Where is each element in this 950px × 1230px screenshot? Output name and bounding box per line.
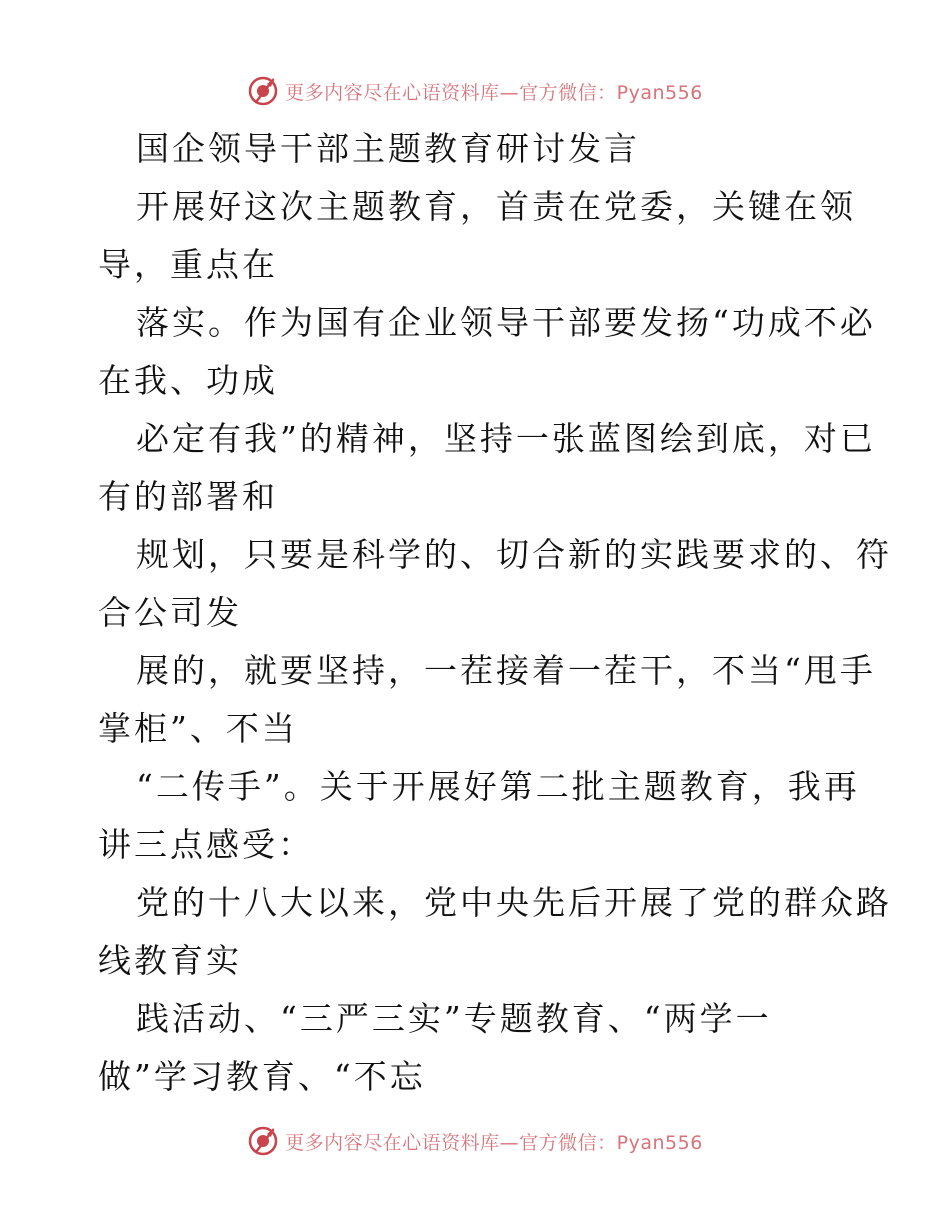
watermark-text: 更多内容尽在心语资料库—官方微信：Pyan556 <box>285 81 703 104</box>
header-watermark <box>0 71 950 111</box>
text-line: 规划，只要是科学的、切合新的实践要求的、符 <box>136 535 892 574</box>
text-line: 讲三点感受： <box>98 825 314 864</box>
text-line: 开展好这次主题教育，首责在党委，关键在领 <box>136 187 856 226</box>
text-line: 掌柜”、不当 <box>98 709 298 748</box>
text-line: 导，重点在 <box>98 245 278 284</box>
text-line: 做”学习教育、“不忘 <box>98 1057 426 1096</box>
text-line: 在我、功成 <box>98 361 278 400</box>
quill-logo-icon <box>247 75 279 107</box>
watermark-text: 更多内容尽在心语资料库—官方微信：Pyan556 <box>285 1131 703 1154</box>
text-line: 必定有我”的精神，坚持一张蓝图绘到底，对已 <box>136 419 876 458</box>
text-line: 合公司发 <box>98 593 242 632</box>
text-line: 落实。作为国有企业领导干部要发扬“功成不必 <box>136 303 876 342</box>
text-line: 有的部署和 <box>98 477 278 516</box>
text-line: 展的，就要坚持，一茬接着一茬干，不当“甩手 <box>136 651 876 690</box>
document-title: 国企领导干部主题教育研讨发言 <box>136 129 640 168</box>
footer-watermark <box>0 1121 950 1161</box>
text-line: 践活动、“三严三实”专题教育、“两学一 <box>136 999 772 1038</box>
text-line: 线教育实 <box>98 941 242 980</box>
document-body <box>98 120 892 1106</box>
quill-logo-icon <box>247 1125 279 1157</box>
text-line: 党的十八大以来，党中央先后开展了党的群众路 <box>136 883 892 922</box>
text-line: “二传手”。关于开展好第二批主题教育，我再 <box>136 767 860 806</box>
